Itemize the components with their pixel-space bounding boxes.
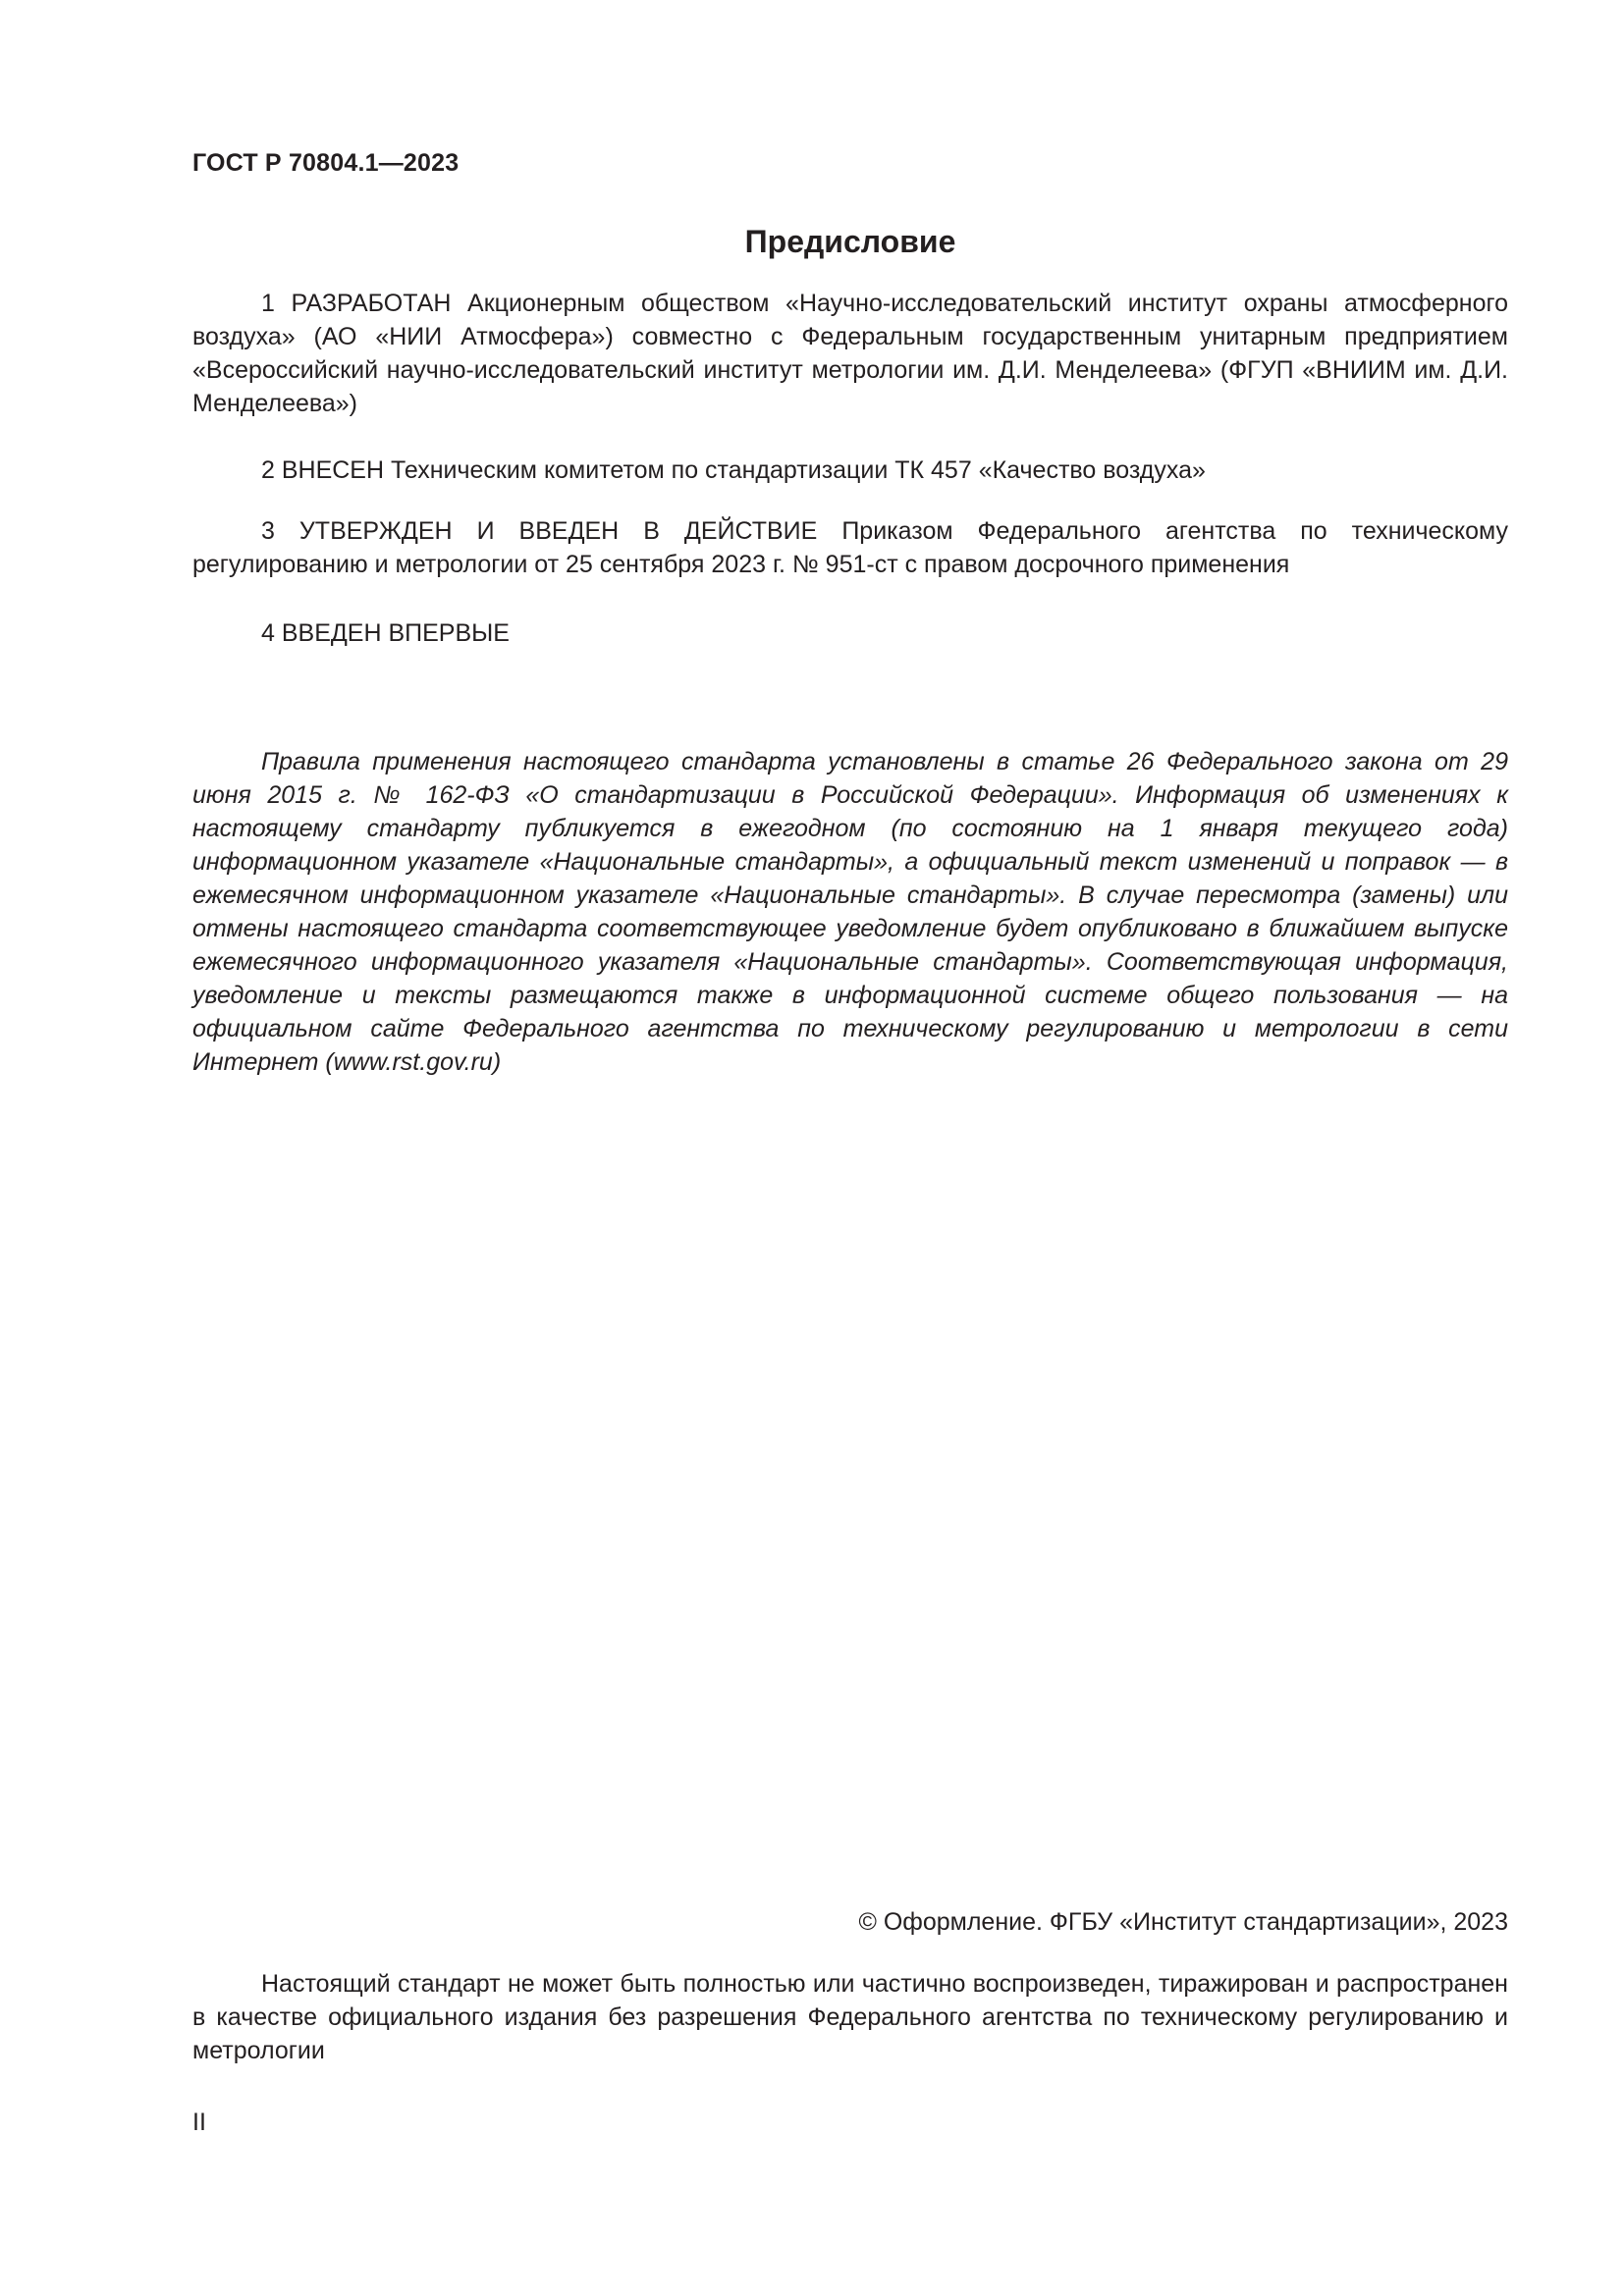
foreword-item-2: 2 ВНЕСЕН Техническим комитетом по стандартизации ТК 457 «Качество воздуха» <box>261 456 1206 484</box>
rules-paragraph: Правила применения настоящего стандарта установлены в статье 26 Федерального закона от 29 июня 2015 г. № 162-ФЗ «О стандартизации в Российской Федерации». Информация об изменениях к настоящему стандарту публикуется в ежегодном (по состоянию на 1 января текущего года) информационном указателе «Национальные стандарты», а официальный текст изменений и поправок — в ежемесячном информационном указателе «Национальные стандарты». В случае пересмотра (замены) или отмены настоящего стандарта соответствующее уведомление будет опубликовано в ближайшем выпуске ежемесячного информационного указателя «Национальные стандарты». Соответствующая информация, уведомление и тексты размещаются также в информационной системе общего пользования — на официальном сайте Федерального агентства по техническому регулированию и метрологии в сети Интернет (www.rst.gov.ru) <box>192 748 1508 1076</box>
foreword-item-1: 1 РАЗРАБОТАН Акционерным обществом «Научно-исследовательский институт охраны атмосферного воздуха» (АО «НИИ Атмосфера») совместно с Федеральным государственным унитарным предприятием «Всероссийский научно-исследовательский институт метрологии им. Д.И. Менделеева» (ФГУП «ВНИИМ им. Д.И. Менделеева») <box>192 290 1508 417</box>
foreword-item-4: 4 ВВЕДЕН ВПЕРВЫЕ <box>261 619 510 647</box>
page-title: Предисловие <box>744 224 956 259</box>
foreword-item-3: 3 УТВЕРЖДЕН И ВВЕДЕН В ДЕЙСТВИЕ Приказом Федерального агентства по техническому регулированию и метрологии от 25 сентября 2023 г. № 951-ст с правом досрочного применения <box>192 517 1508 578</box>
reproduction-notice: Настоящий стандарт не может быть полностью или частично воспроизведен, тиражирован и распространен в качестве официального издания без разрешения Федерального агентства по техническому регулированию и метрологии <box>192 1970 1508 2064</box>
copyright-line: © Оформление. ФГБУ «Институт стандартизации», 2023 <box>858 1908 1508 1936</box>
document-header: ГОСТ Р 70804.1—2023 <box>192 149 460 177</box>
page-number: II <box>192 2109 206 2136</box>
